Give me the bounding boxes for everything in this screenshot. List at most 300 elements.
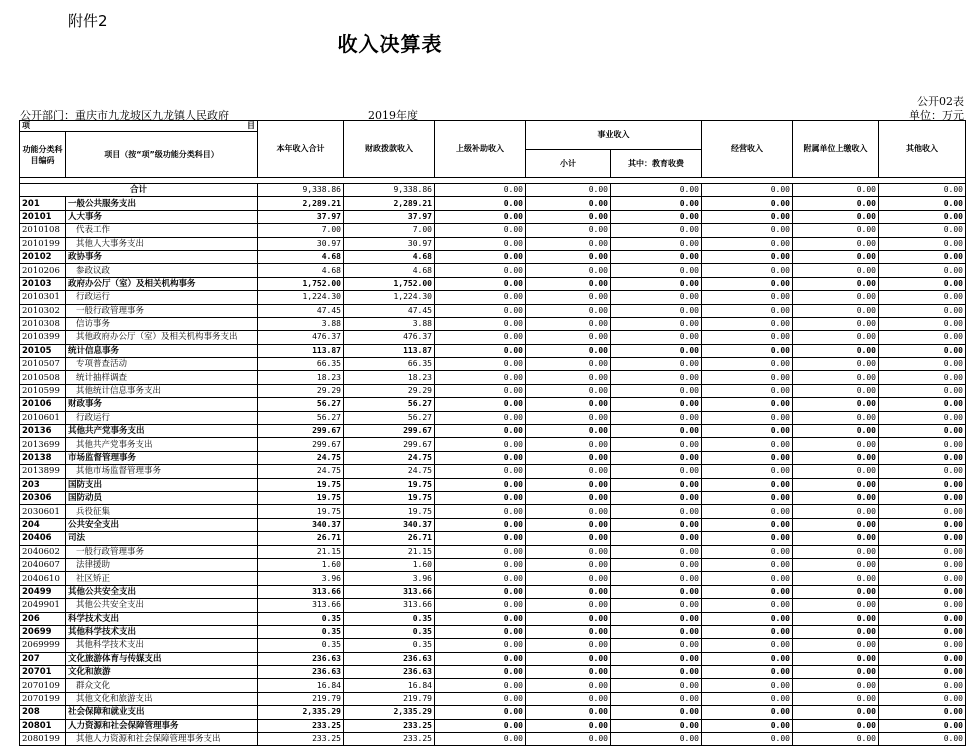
row-value: 0.00 [793,291,879,304]
row-code: 20105 [20,344,66,357]
row-value: 0.00 [435,625,526,638]
row-value: 0.00 [526,331,611,344]
row-value: 0.00 [702,331,793,344]
row-name: 其他公共安全支出 [66,585,258,598]
row-name: 法律援助 [66,558,258,571]
row-value: 0.00 [702,291,793,304]
row-value: 16.84 [258,679,344,692]
row-value: 236.63 [344,666,435,679]
row-value: 0.00 [435,478,526,491]
row-value: 0.00 [793,505,879,518]
row-value: 0.00 [611,371,702,384]
table-row [20,625,966,638]
row-value: 0.00 [611,237,702,250]
table-row [20,411,966,424]
row-value: 313.66 [344,599,435,612]
row-value: 0.00 [702,585,793,598]
row-value: 0.00 [879,652,966,665]
row-value: 0.00 [526,358,611,371]
row-value: 0.35 [344,639,435,652]
table-row [20,210,966,223]
header-other-income: 其他收入 [879,121,966,178]
row-value: 0.00 [793,398,879,411]
row-value: 0.00 [702,384,793,397]
row-value: 0.00 [702,558,793,571]
income-table [19,120,966,746]
row-value: 0.00 [793,197,879,210]
row-value: 0.00 [526,250,611,263]
row-value: 0.00 [702,666,793,679]
row-value: 0.00 [702,518,793,531]
row-value: 0.00 [611,210,702,223]
form-number: 公开02表 [917,95,964,108]
row-name: 其他统计信息事务支出 [66,384,258,397]
row-value: 24.75 [344,465,435,478]
row-value: 1,752.00 [258,277,344,290]
row-value: 0.00 [526,478,611,491]
total-value: 0.00 [702,184,793,197]
table-row [20,612,966,625]
table-row [20,398,966,411]
table-row [20,465,966,478]
row-value: 0.00 [526,411,611,424]
row-value: 0.00 [879,384,966,397]
row-name: 一般行政管理事务 [66,545,258,558]
total-value: 9,338.86 [344,184,435,197]
row-value: 0.35 [258,639,344,652]
row-value: 0.00 [702,465,793,478]
row-value: 0.00 [526,425,611,438]
total-value: 0.00 [611,184,702,197]
row-value: 0.00 [879,304,966,317]
row-value: 0.00 [879,491,966,504]
row-value: 4.68 [344,250,435,263]
row-value: 19.75 [258,491,344,504]
table-row [20,291,966,304]
row-value: 0.00 [793,465,879,478]
row-value: 0.00 [611,384,702,397]
row-value: 1.60 [344,558,435,571]
row-value: 0.00 [879,237,966,250]
row-value: 56.27 [344,398,435,411]
row-value: 0.00 [611,652,702,665]
row-value: 0.00 [702,438,793,451]
row-value: 0.00 [793,518,879,531]
row-value: 0.00 [793,317,879,330]
row-value: 0.00 [526,545,611,558]
header-affiliated-income: 附属单位上缴收入 [793,121,879,178]
row-code: 2013699 [20,438,66,451]
row-value: 0.00 [793,706,879,719]
row-value: 236.63 [258,652,344,665]
row-value: 19.75 [344,505,435,518]
row-value: 0.00 [611,291,702,304]
row-value: 0.00 [526,652,611,665]
row-value: 0.00 [702,398,793,411]
row-value: 37.97 [258,210,344,223]
row-value: 0.00 [879,599,966,612]
row-code: 20499 [20,585,66,598]
row-code: 2070109 [20,679,66,692]
row-value: 0.00 [879,532,966,545]
row-value: 0.00 [702,625,793,638]
table-row [20,639,966,652]
row-value: 0.00 [793,358,879,371]
row-value: 18.23 [344,371,435,384]
row-value: 0.00 [702,425,793,438]
row-value: 0.00 [702,371,793,384]
row-value: 4.68 [258,264,344,277]
row-value: 7.00 [258,224,344,237]
row-value: 0.00 [793,545,879,558]
row-value: 0.00 [702,344,793,357]
header-operating-income: 经营收入 [702,121,793,178]
row-value: 0.00 [526,612,611,625]
row-code: 20136 [20,425,66,438]
row-value: 0.00 [702,411,793,424]
row-value: 0.00 [435,666,526,679]
table-row [20,558,966,571]
row-value: 0.00 [793,371,879,384]
row-value: 0.00 [793,264,879,277]
row-name: 一般行政管理事务 [66,304,258,317]
row-name: 其他文化和旅游支出 [66,692,258,705]
header-total-income: 本年收入合计 [258,121,344,178]
row-code: 2010199 [20,237,66,250]
row-value: 3.88 [344,317,435,330]
row-value: 233.25 [344,719,435,732]
row-value: 0.00 [611,438,702,451]
row-value: 0.00 [611,639,702,652]
row-value: 0.00 [435,291,526,304]
row-value: 0.00 [611,692,702,705]
row-value: 0.00 [793,612,879,625]
row-value: 0.00 [879,625,966,638]
row-value: 0.00 [526,505,611,518]
row-value: 0.00 [611,491,702,504]
row-value: 0.00 [702,358,793,371]
row-name: 其他人大事务支出 [66,237,258,250]
row-value: 0.00 [702,545,793,558]
row-value: 0.00 [435,398,526,411]
row-code: 204 [20,518,66,531]
row-code: 20306 [20,491,66,504]
row-name: 国防支出 [66,478,258,491]
table-row [20,679,966,692]
row-code: 2010302 [20,304,66,317]
row-value: 0.00 [435,277,526,290]
row-name: 社区矫正 [66,572,258,585]
row-name: 政府办公厅（室）及相关机构事务 [66,277,258,290]
row-name: 科学技术支出 [66,612,258,625]
row-value: 0.35 [258,625,344,638]
table-row [20,532,966,545]
row-value: 219.79 [258,692,344,705]
row-value: 0.00 [879,398,966,411]
row-value: 299.67 [258,425,344,438]
row-name: 社会保障和就业支出 [66,706,258,719]
row-value: 0.00 [702,612,793,625]
row-value: 0.35 [344,612,435,625]
row-value: 0.00 [526,277,611,290]
row-value: 0.00 [611,625,702,638]
row-value: 0.00 [702,250,793,263]
row-value: 0.00 [526,197,611,210]
row-name: 财政事务 [66,398,258,411]
row-value: 313.66 [258,599,344,612]
table-row [20,585,966,598]
row-value: 0.00 [879,639,966,652]
row-value: 0.00 [435,518,526,531]
row-value: 0.00 [702,478,793,491]
row-value: 1.60 [258,558,344,571]
table-row [20,384,966,397]
row-code: 2010301 [20,291,66,304]
table-row [20,706,966,719]
row-name: 其他科学技术支出 [66,639,258,652]
document-title: 收入决算表 [337,32,443,56]
row-value: 56.27 [258,411,344,424]
header-item-right: 目 [247,121,255,130]
table-row [20,358,966,371]
row-value: 18.23 [258,371,344,384]
row-value: 0.00 [611,518,702,531]
row-value: 0.00 [879,612,966,625]
row-code: 2040602 [20,545,66,558]
row-value: 476.37 [344,331,435,344]
row-value: 0.00 [611,277,702,290]
row-value: 299.67 [344,425,435,438]
row-name: 统计信息事务 [66,344,258,357]
row-value: 0.00 [611,425,702,438]
row-value: 219.79 [344,692,435,705]
header-code: 功能分类科目编码 [20,132,66,178]
row-name: 行政运行 [66,291,258,304]
row-value: 0.00 [793,585,879,598]
row-value: 340.37 [344,518,435,531]
row-value: 0.00 [526,491,611,504]
row-value: 0.00 [526,532,611,545]
table-row [20,572,966,585]
row-value: 0.00 [702,639,793,652]
row-value: 2,335.29 [344,706,435,719]
row-value: 0.00 [611,478,702,491]
row-value: 30.97 [258,237,344,250]
row-value: 0.00 [611,679,702,692]
year-label: 2019年度 [368,109,418,122]
row-value: 0.00 [526,599,611,612]
row-value: 0.35 [258,612,344,625]
row-value: 0.00 [526,679,611,692]
row-value: 0.00 [526,706,611,719]
row-name: 代表工作 [66,224,258,237]
row-value: 24.75 [258,451,344,464]
row-value: 0.00 [879,465,966,478]
row-value: 0.00 [435,679,526,692]
row-value: 2,289.21 [258,197,344,210]
row-value: 0.00 [526,733,611,746]
header-fiscal: 财政拨款收入 [344,121,435,178]
row-value: 0.00 [611,250,702,263]
table-row [20,599,966,612]
row-value: 0.00 [435,465,526,478]
row-value: 0.00 [702,317,793,330]
row-value: 0.00 [793,237,879,250]
row-code: 2070199 [20,692,66,705]
row-value: 0.00 [793,599,879,612]
row-name: 国防动员 [66,491,258,504]
row-value: 0.00 [526,237,611,250]
row-value: 0.00 [879,371,966,384]
row-value: 0.00 [879,344,966,357]
row-value: 0.00 [435,652,526,665]
row-name: 专项普查活动 [66,358,258,371]
row-code: 203 [20,478,66,491]
row-value: 0.00 [435,706,526,719]
row-value: 0.00 [702,210,793,223]
row-code: 2010308 [20,317,66,330]
table-row [20,250,966,263]
table-row [20,719,966,732]
row-value: 0.00 [526,692,611,705]
row-value: 0.00 [879,277,966,290]
row-value: 476.37 [258,331,344,344]
row-value: 4.68 [344,264,435,277]
row-value: 0.00 [435,599,526,612]
row-value: 0.00 [526,224,611,237]
row-value: 0.00 [435,371,526,384]
row-code: 2010399 [20,331,66,344]
unit-label: 单位：万元 [909,109,964,122]
total-value: 0.00 [526,184,611,197]
row-value: 0.00 [435,237,526,250]
row-value: 0.00 [611,505,702,518]
row-value: 113.87 [258,344,344,357]
row-value: 0.00 [702,451,793,464]
row-value: 29.29 [344,384,435,397]
department-label: 公开部门：重庆市九龙坡区九龙镇人民政府 [20,109,229,122]
row-value: 0.00 [793,692,879,705]
row-value: 0.00 [879,411,966,424]
row-value: 0.00 [435,358,526,371]
row-value: 0.00 [435,639,526,652]
row-value: 19.75 [258,478,344,491]
row-value: 0.00 [611,358,702,371]
row-value: 0.00 [435,612,526,625]
table-row [20,237,966,250]
row-value: 0.00 [526,304,611,317]
table-row [20,224,966,237]
header-superior-subsidy: 上级补助收入 [435,121,526,178]
row-value: 0.00 [879,585,966,598]
row-value: 66.35 [344,358,435,371]
row-value: 0.00 [702,572,793,585]
row-code: 2049901 [20,599,66,612]
row-value: 0.00 [793,411,879,424]
row-name: 市场监督管理事务 [66,451,258,464]
row-value: 66.35 [258,358,344,371]
header-item [20,121,258,132]
row-value: 0.00 [702,719,793,732]
row-code: 20106 [20,398,66,411]
row-value: 0.00 [702,652,793,665]
row-value: 113.87 [344,344,435,357]
row-value: 0.00 [879,197,966,210]
row-value: 0.00 [879,666,966,679]
row-code: 2040607 [20,558,66,571]
row-name: 其他政府办公厅（室）及相关机构事务支出 [66,331,258,344]
row-value: 0.00 [879,291,966,304]
row-value: 0.00 [435,224,526,237]
row-value: 0.00 [435,317,526,330]
row-value: 0.00 [526,210,611,223]
total-value: 0.00 [879,184,966,197]
row-value: 0.00 [879,331,966,344]
row-value: 0.00 [611,558,702,571]
row-value: 1,224.30 [344,291,435,304]
row-value: 0.00 [611,264,702,277]
row-name: 信访事务 [66,317,258,330]
row-value: 0.00 [702,304,793,317]
row-value: 0.00 [793,478,879,491]
row-value: 0.00 [611,344,702,357]
row-value: 0.00 [702,692,793,705]
row-value: 0.00 [435,451,526,464]
row-value: 0.00 [435,411,526,424]
row-value: 0.00 [879,558,966,571]
table-row [20,491,966,504]
row-value: 29.29 [258,384,344,397]
header-item-left: 项 [22,121,30,130]
row-value: 0.00 [526,625,611,638]
row-value: 0.00 [611,532,702,545]
row-value: 0.00 [879,317,966,330]
total-value: 0.00 [793,184,879,197]
row-value: 56.27 [258,398,344,411]
row-value: 0.00 [611,451,702,464]
row-code: 207 [20,652,66,665]
row-value: 0.00 [611,733,702,746]
row-name: 群众文化 [66,679,258,692]
row-code: 20701 [20,666,66,679]
row-value: 1,224.30 [258,291,344,304]
row-value: 56.27 [344,411,435,424]
row-value: 0.00 [793,451,879,464]
row-value: 0.00 [793,344,879,357]
row-code: 2013899 [20,465,66,478]
row-value: 0.00 [793,558,879,571]
table-row [20,371,966,384]
row-value: 2,335.29 [258,706,344,719]
row-value: 0.00 [793,639,879,652]
row-value: 21.15 [258,545,344,558]
row-code: 206 [20,612,66,625]
row-value: 0.00 [435,264,526,277]
table-row [20,197,966,210]
table-row [20,344,966,357]
row-value: 0.00 [611,331,702,344]
row-code: 20138 [20,451,66,464]
row-value: 0.00 [879,679,966,692]
row-value: 0.00 [879,733,966,746]
row-value: 19.75 [258,505,344,518]
row-value: 19.75 [344,491,435,504]
row-value: 0.00 [526,291,611,304]
row-value: 24.75 [344,451,435,464]
row-value: 0.00 [879,545,966,558]
row-value: 0.00 [702,197,793,210]
row-code: 2010508 [20,371,66,384]
